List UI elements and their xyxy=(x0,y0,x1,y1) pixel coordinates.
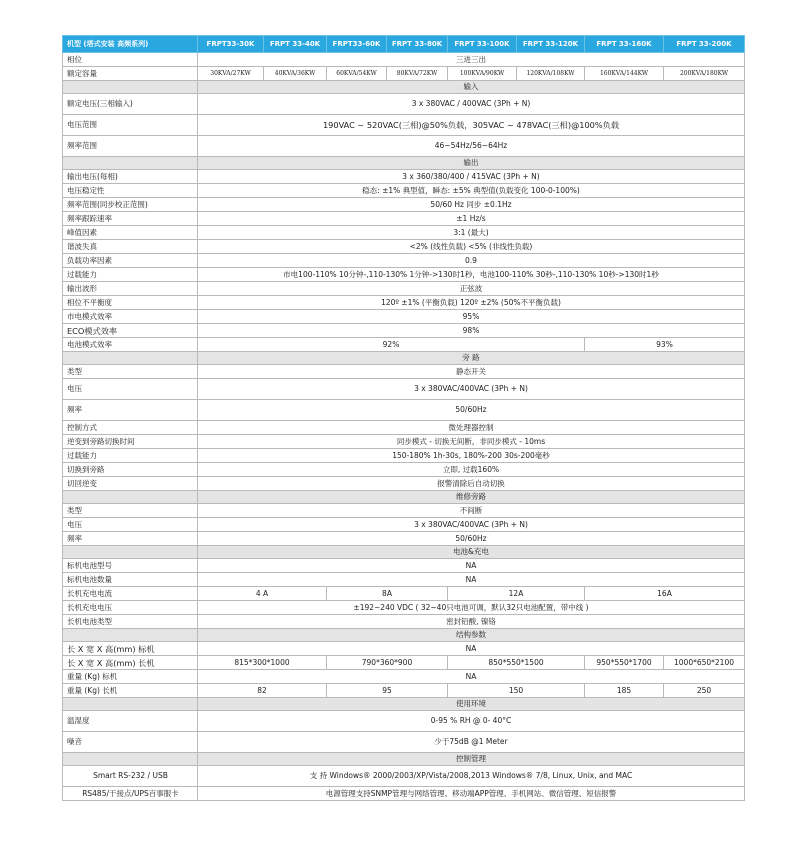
table-row xyxy=(63,518,745,532)
table-row xyxy=(63,324,745,338)
row-value: 95 xyxy=(327,684,448,698)
table-row xyxy=(63,477,745,491)
row-value: 82 xyxy=(198,684,327,698)
row-label: 类型 xyxy=(63,365,198,379)
row-label: 峰值因素 xyxy=(63,226,198,240)
table-row xyxy=(63,463,745,477)
row-value: 95% xyxy=(198,310,745,324)
section-title: 使用环境 xyxy=(198,698,745,711)
row-value: 50/60Hz xyxy=(198,532,745,546)
row-label: RS485/干接点/UPS百事服卡 xyxy=(63,787,198,801)
row-label: 输出波形 xyxy=(63,282,198,296)
table-row xyxy=(63,615,745,629)
row-label: 噪音 xyxy=(63,732,198,753)
row-value: 正弦波 xyxy=(198,282,745,296)
row-value: 185 xyxy=(585,684,664,698)
row-value: 93% xyxy=(585,338,745,352)
header-row xyxy=(63,36,745,53)
capacity-cell: 80KVA/72KW xyxy=(387,67,448,81)
row-value: NA xyxy=(198,559,745,573)
row-value: 静态开关 xyxy=(198,365,745,379)
row-value: 密封铅酸, 镍铬 xyxy=(198,615,745,629)
row-value: 190VAC ~ 520VAC(三相)@50%负载，305VAC ~ 478VAC(三相)@100%负载 xyxy=(198,115,745,136)
row-value: 50/60 Hz 同步 ±0.1Hz xyxy=(198,198,745,212)
table-row xyxy=(63,711,745,732)
section-header xyxy=(63,352,745,365)
row-label: Smart RS-232 / USB xyxy=(63,766,198,787)
model-header: FRPT33-30K xyxy=(198,36,264,53)
row-label: 电压稳定性 xyxy=(63,184,198,198)
row-label: 谐波失真 xyxy=(63,240,198,254)
capacity-cell: 100KVA/90KW xyxy=(448,67,517,81)
table-row xyxy=(63,170,745,184)
table-row xyxy=(63,310,745,324)
row-value: ±192~240 VDC ( 32~40只电池可调，默认32只电池配置，带中线 ) xyxy=(198,601,745,615)
table-row xyxy=(63,732,745,753)
row-label: 相位 xyxy=(63,53,198,67)
row-label: 控制方式 xyxy=(63,421,198,435)
row-value: 12A xyxy=(448,587,585,601)
row-value: 微处理器控制 xyxy=(198,421,745,435)
table-row xyxy=(63,338,745,352)
section-title: 结构参数 xyxy=(198,629,745,642)
row-value: 8A xyxy=(327,587,448,601)
row-label: ECO模式效率 xyxy=(63,324,198,338)
model-header: FRPT 33-40K xyxy=(264,36,327,53)
row-value: 92% xyxy=(198,338,585,352)
section-title: 输入 xyxy=(198,81,745,94)
row-label: 长 X 宽 X 高(mm) 标机 xyxy=(63,642,198,656)
table-row xyxy=(63,532,745,546)
row-value: NA xyxy=(198,670,745,684)
row-label: 长机电池类型 xyxy=(63,615,198,629)
table-row xyxy=(63,268,745,282)
table-row xyxy=(63,642,745,656)
table-row xyxy=(63,226,745,240)
row-label: 长 X 宽 X 高(mm) 长机 xyxy=(63,656,198,670)
table-row xyxy=(63,184,745,198)
row-label: 标机电池型号 xyxy=(63,559,198,573)
table-row xyxy=(63,240,745,254)
row-value: 50/60Hz xyxy=(198,400,745,421)
row-value: 不间断 xyxy=(198,504,745,518)
table-row xyxy=(63,94,745,115)
capacity-cell: 200KVA/180KW xyxy=(664,67,745,81)
row-value: 3 x 380VAC/400VAC (3Ph + N) xyxy=(198,379,745,400)
table-row xyxy=(63,53,745,67)
table-row xyxy=(63,684,745,698)
section-title: 维修旁路 xyxy=(198,491,745,504)
row-label: 类型 xyxy=(63,504,198,518)
section-title: 旁 路 xyxy=(198,352,745,365)
table-row xyxy=(63,115,745,136)
row-value: 0.9 xyxy=(198,254,745,268)
section-title: 控制管理 xyxy=(198,753,745,766)
row-value: 稳态: ±1% 典型值，瞬态: ±5% 典型值(负载变化 100-0-100%) xyxy=(198,184,745,198)
row-label: 输出电压(每相) xyxy=(63,170,198,184)
section-header xyxy=(63,157,745,170)
section-title: 输出 xyxy=(198,157,745,170)
row-label: 频率范围(同步校正范围) xyxy=(63,198,198,212)
table-row xyxy=(63,254,745,268)
table-row xyxy=(63,670,745,684)
table-row xyxy=(63,504,745,518)
section-header xyxy=(63,698,745,711)
model-header: FRPT 33-100K xyxy=(448,36,517,53)
section-header xyxy=(63,491,745,504)
section-header xyxy=(63,546,745,559)
row-value: 850*550*1500 xyxy=(448,656,585,670)
model-header: FRPT 33-120K xyxy=(517,36,585,53)
row-value: 3 x 380VAC / 400VAC (3Ph + N) xyxy=(198,94,745,115)
model-header: FRPT33-60K xyxy=(327,36,387,53)
row-value: 4 A xyxy=(198,587,327,601)
row-value: 3 x 360/380/400 / 415VAC (3Ph + N) xyxy=(198,170,745,184)
row-label: 市电模式效率 xyxy=(63,310,198,324)
row-value: 3 x 380VAC/400VAC (3Ph + N) xyxy=(198,518,745,532)
table-row xyxy=(63,198,745,212)
row-value: 立即, 过载160% xyxy=(198,463,745,477)
table-row xyxy=(63,282,745,296)
table-row xyxy=(63,601,745,615)
row-value: 0-95 % RH @ 0- 40°C xyxy=(198,711,745,732)
row-label: 电压 xyxy=(63,379,198,400)
table-row xyxy=(63,67,745,81)
row-value: 电源管理支持SNMP管理与网络管理、移动端APP管理、手机网站、微信管理、短信报警 xyxy=(198,787,745,801)
row-value: 150-180% 1h-30s, 180%-200 30s-200毫秒 xyxy=(198,449,745,463)
row-value: NA xyxy=(198,573,745,587)
row-label: 频率范围 xyxy=(63,136,198,157)
row-label: 长机充电电压 xyxy=(63,601,198,615)
table-row xyxy=(63,212,745,226)
row-label: 逆变到旁路切换时间 xyxy=(63,435,198,449)
row-value: ±1 Hz/s xyxy=(198,212,745,226)
table-row xyxy=(63,296,745,310)
row-value: NA xyxy=(198,642,745,656)
row-label: 频率 xyxy=(63,400,198,421)
table-row xyxy=(63,559,745,573)
row-value: 市电100-110% 10分钟-,110-130% 1分钟->130时1秒，电池100-110% 30秒-,110-130% 10秒->130时1秒 xyxy=(198,268,745,282)
model-header: FRPT 33-80K xyxy=(387,36,448,53)
row-label: 标机电池数量 xyxy=(63,573,198,587)
row-label: 切回逆变 xyxy=(63,477,198,491)
header-label: 机型 (塔式安装 高频系列) xyxy=(63,36,198,53)
table-row xyxy=(63,435,745,449)
table-row xyxy=(63,365,745,379)
row-value: 16A xyxy=(585,587,745,601)
row-label: 相位不平衡度 xyxy=(63,296,198,310)
row-value: 120º ±1% (平衡负载) 120º ±2% (50%不平衡负载) xyxy=(198,296,745,310)
capacity-cell: 40KVA/36KW xyxy=(264,67,327,81)
capacity-cell: 60KVA/54KW xyxy=(327,67,387,81)
section-header xyxy=(63,81,745,94)
row-value: 同步模式 - 切换无间断，非同步模式 - 10ms xyxy=(198,435,745,449)
table-row xyxy=(63,379,745,400)
row-value: 少于75dB @1 Meter xyxy=(198,732,745,753)
row-value: 815*300*1000 xyxy=(198,656,327,670)
row-label: 温湿度 xyxy=(63,711,198,732)
row-value: 790*360*900 xyxy=(327,656,448,670)
row-value: 报警清除后自动切换 xyxy=(198,477,745,491)
row-label: 电池模式效率 xyxy=(63,338,198,352)
table-row xyxy=(63,400,745,421)
table-row xyxy=(63,449,745,463)
capacity-cell: 30KVA/27KW xyxy=(198,67,264,81)
row-value: <2% (线性负载) <5% (非线性负载) xyxy=(198,240,745,254)
row-label: 过载能力 xyxy=(63,449,198,463)
table-row xyxy=(63,587,745,601)
capacity-cell: 160KVA/144KW xyxy=(585,67,664,81)
row-label: 过载能力 xyxy=(63,268,198,282)
row-label: 重量 (Kg) 长机 xyxy=(63,684,198,698)
table-row xyxy=(63,787,745,801)
row-label: 额定容量 xyxy=(63,67,198,81)
row-value: 3:1 (最大) xyxy=(198,226,745,240)
row-value: 1000*650*2100 xyxy=(664,656,745,670)
row-label: 额定电压(三相输入) xyxy=(63,94,198,115)
capacity-cell: 120KVA/108KW xyxy=(517,67,585,81)
row-label: 长机充电电流 xyxy=(63,587,198,601)
row-label: 频率 xyxy=(63,532,198,546)
table-row xyxy=(63,421,745,435)
row-value: 三进三出 xyxy=(198,53,745,67)
row-label: 电压 xyxy=(63,518,198,532)
model-header: FRPT 33-200K xyxy=(664,36,745,53)
spec-table xyxy=(62,35,745,801)
table-row xyxy=(63,766,745,787)
row-value: 46~54Hz/56~64Hz xyxy=(198,136,745,157)
row-label: 电压范围 xyxy=(63,115,198,136)
model-header: FRPT 33-160K xyxy=(585,36,664,53)
row-value: 950*550*1700 xyxy=(585,656,664,670)
table-row xyxy=(63,573,745,587)
row-label: 频率跟踪速率 xyxy=(63,212,198,226)
row-value: 250 xyxy=(664,684,745,698)
section-title: 电池&充电 xyxy=(198,546,745,559)
table-row xyxy=(63,656,745,670)
row-value: 98% xyxy=(198,324,745,338)
row-value: 支 持 Windows® 2000/2003/XP/Vista/2008,2013 Windows® 7/8, Linux, Unix, and MAC xyxy=(198,766,745,787)
row-label: 切换到旁路 xyxy=(63,463,198,477)
row-label: 重量 (Kg) 标机 xyxy=(63,670,198,684)
row-label: 负载功率因素 xyxy=(63,254,198,268)
table-row xyxy=(63,136,745,157)
row-value: 150 xyxy=(448,684,585,698)
section-header xyxy=(63,753,745,766)
section-header xyxy=(63,629,745,642)
